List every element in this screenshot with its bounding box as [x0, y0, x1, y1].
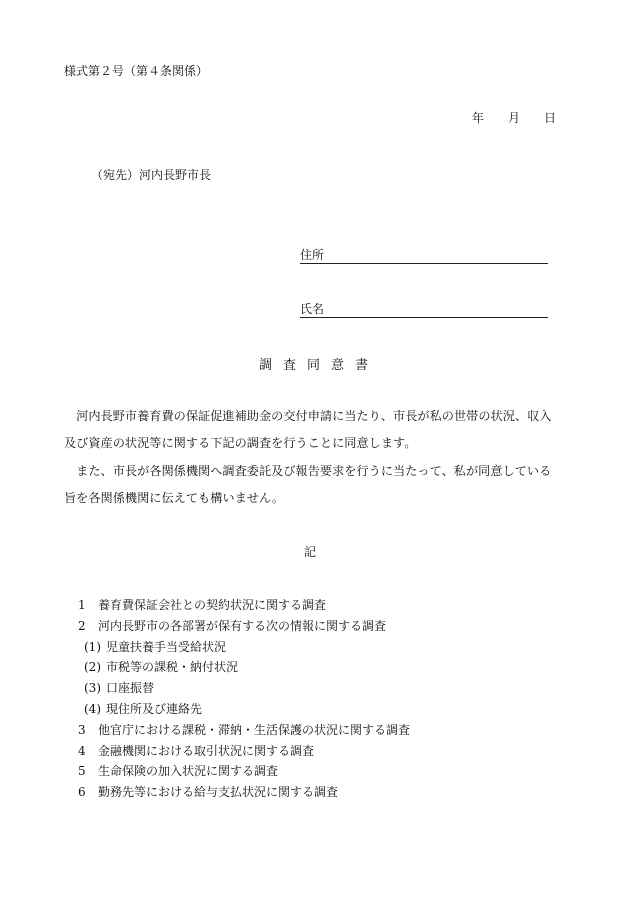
date-line: [472, 111, 556, 125]
date-year: 年: [472, 111, 485, 125]
consent-paragraph-2: [64, 458, 564, 512]
paragraph-1-line-2: 及び資産の状況等に関する下記の調査を行うことに同意します。: [64, 436, 417, 450]
list-item: [78, 657, 410, 678]
item-text: 児童扶養手当受給状況: [106, 639, 227, 654]
list-item: [78, 616, 410, 637]
list-item: [78, 595, 410, 616]
paragraph-2-line-2: 旨を各関係機関に伝えても構いません。: [64, 491, 285, 505]
paragraph-1-line-1: 河内長野市養育費の保証促進補助金の交付申請に当たり、市長が私の世帯の状況、収入: [64, 409, 552, 423]
item-text: 現住所及び連絡先: [106, 701, 203, 716]
item-number: 6: [78, 785, 86, 800]
list-item: [78, 741, 410, 762]
addressee: （宛先）河内長野市長: [91, 168, 212, 182]
item-text: 河内長野市の各部署が保有する次の情報に関する調査: [98, 618, 387, 633]
list-item: [78, 761, 410, 782]
document-title: 調査同意書: [259, 358, 380, 373]
name-field[interactable]: [300, 302, 548, 318]
investigation-items-list: [78, 595, 410, 803]
date-day: 日: [544, 111, 557, 125]
date-month: 月: [508, 111, 521, 125]
item-number: (1): [84, 639, 101, 654]
item-number: (3): [84, 681, 101, 696]
item-number: 3: [78, 722, 86, 737]
item-number: 5: [78, 764, 86, 779]
item-text: 他官庁における課税・滞納・生活保護の状況に関する調査: [98, 722, 411, 737]
list-item: [78, 720, 410, 741]
item-number: 1: [78, 598, 86, 612]
item-number: (2): [84, 660, 101, 675]
address-label: 住所: [300, 247, 325, 262]
item-text: 市税等の課税・納付状況: [106, 660, 239, 675]
item-text: 金融機関における取引状況に関する調査: [98, 743, 315, 758]
list-item: [78, 782, 410, 803]
item-number: (4): [84, 701, 101, 716]
list-item: [78, 637, 410, 658]
item-text: 生命保険の加入状況に関する調査: [98, 764, 279, 779]
item-number: 2: [78, 618, 86, 633]
address-field[interactable]: [300, 248, 548, 264]
item-text: 口座振替: [106, 681, 155, 696]
item-text: 養育費保証会社との契約状況に関する調査: [98, 598, 327, 612]
name-label: 氏名: [300, 301, 325, 316]
item-number: 4: [78, 743, 86, 758]
list-item: [78, 678, 410, 699]
consent-paragraph-1: [64, 403, 564, 457]
list-item: [78, 699, 410, 720]
item-text: 勤務先等における給与支払状況に関する調査: [98, 785, 339, 800]
form-number: 様式第２号（第４条関係）: [64, 64, 209, 78]
ki-heading: 記: [304, 545, 317, 559]
paragraph-2-line-1: また、市長が各関係機関へ調査委託及び報告要求を行うに当たって、私が同意している: [64, 464, 552, 478]
